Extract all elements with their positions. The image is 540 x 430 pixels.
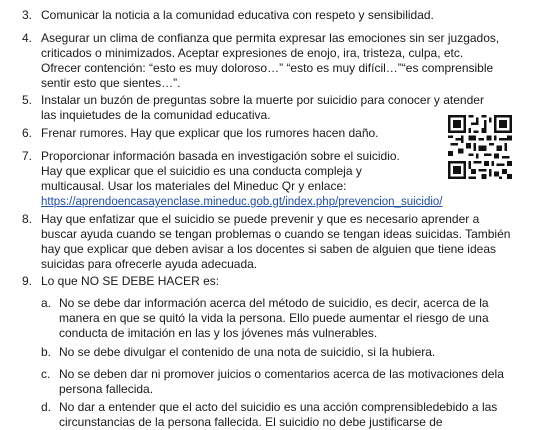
item-number: 7. — [22, 149, 33, 163]
item-text-line: multicausal. Usar los materiales del Mineduc Qr y enlace: — [41, 179, 347, 193]
sub-item-letter: a. — [41, 296, 52, 310]
sub-item-letter: b. — [41, 345, 52, 359]
item-text-line: Hay que explicar que el suicidio es una conducta compleja y — [41, 164, 362, 178]
item-text-line: Proporcionar información basada en investigación sobre el suicidio. — [41, 149, 400, 163]
sub-item-text: No se deben dar ni promover juicios o comentarios acerca de las motivaciones dela persona fallecida. — [59, 367, 504, 396]
item-number: 9. — [22, 274, 33, 288]
item-number: 4. — [22, 31, 33, 45]
sub-item-text: No dar a entender que el acto del suicidio es una acción comprensibledebido a las circunstancias de la persona fallecida. El suicidio no debe justificarse de — [59, 400, 498, 429]
item-number: 5. — [22, 93, 33, 107]
item-number: 3. — [22, 8, 33, 22]
item-text: Hay que enfatizar que el suicidio se puede prevenir y que es necesario aprender a buscar ayuda cuando se tengan problemas o cuando se tengan ideas suicidas. También hay que explicar que deben avisar a los docentes si saben de alguien que tiene ideas suicidas para ofrecerle ayuda adecuada. — [41, 212, 511, 271]
item-text: Lo que NO SE DEBE HACER es: — [41, 274, 220, 288]
qr-code-icon — [448, 115, 512, 179]
item-text: Instalar un buzón de preguntas sobre la muerte por suicidio para conocer y atender las inquietudes de la comunidad educativa. — [41, 93, 484, 122]
sub-item-text: No se debe dar información acerca del método de suicidio, es decir, acerca de la manera en que se quitó la vida la persona. Ello puede aumentar el riesgo de una conducta de imitación en las y los jóvenes más vulnerables. — [59, 296, 489, 340]
sub-item-text: No se debe divulgar el contenido de una nota de suicidio, si la hubiera. — [59, 345, 436, 359]
sub-item-letter: c. — [41, 367, 51, 381]
item-text: Asegurar un clima de confianza que permita expresar las emociones sin ser juzgados, criticados o minimizados. Aceptar expresiones de enojo, ira, tristeza, culpa, etc. Ofrecer contención: “esto es muy doloroso…” “esto es muy difícil…”“es comprensible sentir esto que sientes…”. — [41, 31, 500, 90]
mineduc-link[interactable]: https://aprendoencasayenclase.mineduc.gob.gt/index.php/prevencion_suicidio/ — [41, 196, 443, 208]
sub-item-letter: d. — [41, 400, 52, 414]
item-number: 8. — [22, 212, 33, 226]
item-text: Frenar rumores. Hay que explicar que los rumores hacen daño. — [41, 126, 379, 140]
item-text: Comunicar la noticia a la comunidad educativa con respeto y sensibilidad. — [41, 8, 434, 22]
item-number: 6. — [22, 126, 33, 140]
